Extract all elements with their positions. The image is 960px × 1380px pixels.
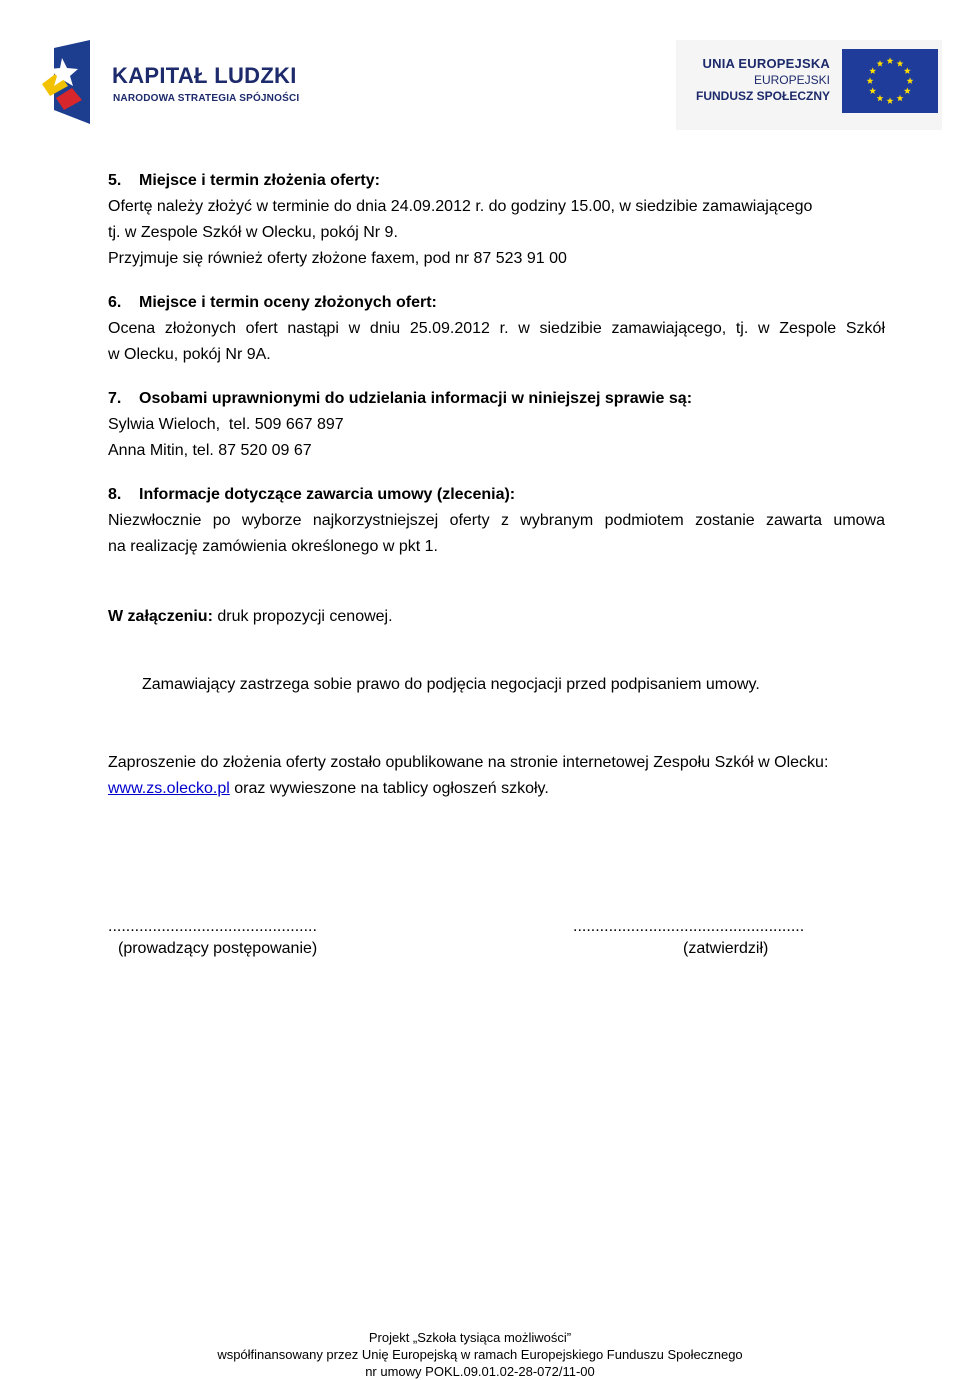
signature-left	[108, 916, 317, 960]
eu-logo-line2: EUROPEJSKI	[753, 73, 830, 87]
eu-logo	[676, 40, 942, 130]
section-7-line-2: Anna Mitin, tel. 87 520 09 67	[108, 442, 312, 459]
spacer	[108, 368, 885, 386]
signature-left-label: (prowadzący postępowanie)	[118, 940, 318, 957]
section-8-line-1: Niezwłocznie po wyborze najkorzystniejszej oferty z wybranym podmiotem zostanie zawarta umowa	[108, 512, 885, 529]
reservation-note: Zamawiający zastrzega sobie prawo do podjęcia negocjacji przed podpisaniem umowy.	[142, 676, 760, 693]
section-6-line-1: Ocena złożonych ofert nastąpi w dniu 25.09.2012 r. w siedzibie zamawiającego, tj. w Zespole Szkół	[108, 320, 885, 337]
kapital-ludzki-logo	[38, 38, 308, 128]
eu-logo-line1: UNIA EUROPEJSKA	[702, 56, 830, 71]
website-link[interactable]: www.zs.olecko.pl	[108, 780, 230, 797]
page-footer	[0, 1329, 960, 1380]
document-body	[108, 168, 885, 802]
eu-flag-icon	[842, 49, 938, 113]
section-6-heading	[108, 290, 885, 316]
signature-right-label: (zatwierdził)	[683, 940, 769, 957]
signature-right-dots: ....................................................	[573, 918, 805, 935]
section-5-heading	[108, 168, 885, 194]
signature-left-dots: ...............................................	[108, 918, 317, 935]
section-8-title: Informacje dotyczące zawarcia umowy (zlecenia):	[139, 486, 516, 503]
footer-line-2: współfinansowany przez Unię Europejską w ramach Europejskiego Funduszu Społecznego	[217, 1347, 743, 1362]
spacer	[108, 630, 885, 672]
spacer	[108, 272, 885, 290]
kapital-ludzki-emblem-icon	[38, 38, 98, 126]
section-8-line-2: na realizację zamówienia określonego w pkt 1.	[108, 538, 438, 555]
section-5-title: Miejsce i termin złożenia oferty:	[139, 172, 380, 189]
publication-line-2	[108, 776, 885, 802]
eu-logo-line3: FUNDUSZ SPOŁECZNY	[695, 89, 830, 103]
section-6-number: 6.	[108, 294, 122, 311]
attachment-text: druk propozycji cenowej.	[212, 608, 393, 625]
footer-line-3: nr umowy POKL.09.01.02-28-072/11-00	[365, 1364, 595, 1379]
footer-line-1: Projekt „Szkoła tysiąca możliwości”	[368, 1330, 572, 1345]
section-7-line-1: Sylwia Wieloch, tel. 509 667 897	[108, 416, 344, 433]
kapital-ludzki-subtitle: NARODOWA STRATEGIA SPÓJNOŚCI	[113, 93, 300, 104]
section-7-title: Osobami uprawnionymi do udzielania informacji w niniejszej sprawie są:	[139, 390, 693, 407]
kapital-ludzki-title: KAPITAŁ LUDZKI	[112, 63, 297, 88]
section-8-number: 8.	[108, 486, 122, 503]
section-8-heading	[108, 482, 885, 508]
section-7-number: 7.	[108, 390, 122, 407]
attachment-note	[108, 604, 885, 630]
section-5-line-1: Ofertę należy złożyć w terminie do dnia 24.09.2012 r. do godziny 15.00, w siedzibie zamawiającego	[108, 198, 813, 215]
eu-logo-text	[696, 56, 830, 104]
attachment-label: W załączeniu:	[108, 608, 213, 625]
publication-line-1: Zaproszenie do złożenia oferty zostało opublikowane na stronie internetowej Zespołu Szkół w Olecku:	[108, 754, 829, 771]
section-5-line-3: Przyjmuje się również oferty złożone faxem, pod nr 87 523 91 00	[108, 250, 567, 267]
signature-right	[573, 916, 804, 960]
section-6-title: Miejsce i termin oceny złożonych ofert:	[139, 294, 437, 311]
publication-line-2-rest: oraz wywieszone na tablicy ogłoszeń szkoły.	[229, 780, 549, 797]
section-6-line-2: w Olecku, pokój Nr 9A.	[108, 346, 271, 363]
section-5-line-2: tj. w Zespole Szkół w Olecku, pokój Nr 9.	[108, 224, 398, 241]
spacer	[108, 464, 885, 482]
spacer	[108, 698, 885, 750]
section-7-heading	[108, 386, 885, 412]
section-5-number: 5.	[108, 172, 122, 189]
spacer	[108, 560, 885, 604]
